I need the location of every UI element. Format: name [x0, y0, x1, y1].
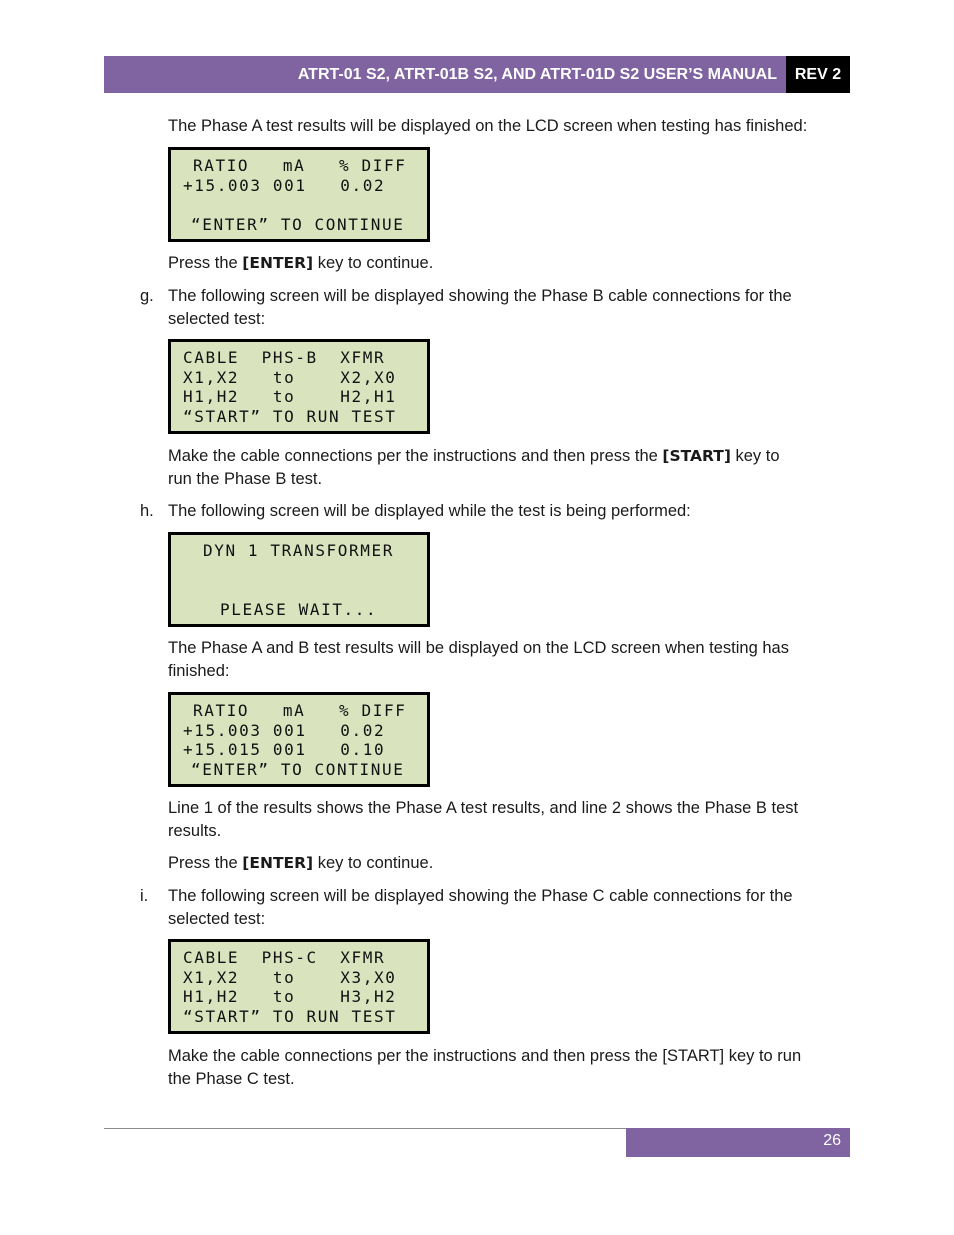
step-h-text: The following screen will be displayed while the test is being performed: — [168, 502, 691, 520]
step-h-marker: h. — [140, 502, 154, 520]
phase-a-results-intro: The Phase A test results will be displayed on the LCD screen when testing has finished: — [168, 117, 808, 135]
phase-c-connection-instruction-line-2: the Phase C test. — [168, 1070, 295, 1088]
lcd-line-4: “ENTER” TO CONTINUE — [191, 214, 405, 234]
lcd-screen-phase-c-cables — [168, 939, 430, 1034]
step-i-marker: i. — [140, 887, 149, 905]
step-g-marker: g. — [140, 287, 154, 305]
manual-title: ATRT-01 S2, ATRT-01B S2, AND ATRT-01D S2 USER’S MANUAL — [297, 66, 777, 83]
phase-ab-results-intro-line-2: finished: — [168, 662, 230, 680]
phase-ab-results-intro-line-1: The Phase A and B test results will be displayed on the LCD screen when testing has — [168, 639, 789, 657]
footer-divider — [104, 1128, 626, 1129]
header-title-bar — [104, 56, 786, 93]
lcd-screen-phase-b-cables — [168, 339, 430, 434]
lcd-screen-please-wait — [168, 532, 430, 627]
press-enter-suffix: key to continue. — [313, 854, 434, 872]
start-instruction-prefix: Make the cable connections per the instructions and then press the — [168, 447, 663, 465]
revision-label: REV 2 — [794, 66, 842, 83]
start-key-label: [START] — [662, 447, 731, 465]
step-i-text-line-2: selected test: — [168, 910, 266, 928]
press-enter-suffix: key to continue. — [313, 254, 434, 272]
lcd-line-1: CABLE PHS-C XFMR — [183, 948, 386, 967]
enter-key-label: [ENTER] — [242, 854, 314, 872]
step-i-text-line-1: The following screen will be displayed showing the Phase C cable connections for the — [168, 887, 793, 905]
lcd-line-1: RATIO mA % DIFF — [193, 156, 407, 175]
lcd-line-4: “ENTER” TO CONTINUE — [191, 759, 405, 779]
lcd-line-4: “START” TO RUN TEST — [183, 406, 397, 426]
lcd-line-1: DYN 1 TRANSFORMER — [203, 541, 394, 560]
lcd-line-3: +15.015 001 0.10 — [183, 740, 386, 759]
lcd-screen-phase-a-results — [168, 147, 430, 242]
press-enter-prefix: Press the — [168, 854, 243, 872]
enter-key-label: [ENTER] — [242, 254, 314, 272]
phase-b-connection-instruction-line-1 — [168, 445, 780, 468]
lcd-line-1: CABLE PHS-B XFMR — [183, 348, 386, 367]
start-instruction-suffix: key to — [730, 447, 780, 465]
results-explanation-line-1: Line 1 of the results shows the Phase A test results, and line 2 shows the Phase B test — [168, 799, 799, 817]
lcd-line-3: H1,H2 to H3,H2 — [183, 987, 397, 1006]
phase-c-connection-instruction-line-1: Make the cable connections per the instructions and then press the [START] key to run — [168, 1047, 802, 1065]
lcd-line-1: RATIO mA % DIFF — [193, 701, 407, 720]
step-g-text-line-2: selected test: — [168, 310, 266, 328]
lcd-line-4: “START” TO RUN TEST — [183, 1006, 397, 1026]
lcd-screen-phase-ab-results — [168, 692, 430, 787]
press-enter-instruction — [168, 252, 433, 275]
footer-page-bar — [626, 1128, 850, 1157]
lcd-line-3: H1,H2 to H2,H1 — [183, 387, 397, 406]
revision-badge — [786, 56, 850, 93]
lcd-line-4: PLEASE WAIT... — [220, 599, 378, 619]
page-number: 26 — [823, 1132, 841, 1149]
press-enter-instruction-2 — [168, 852, 433, 875]
lcd-line-2: X1,X2 to X3,X0 — [183, 967, 397, 987]
lcd-line-2: +15.003 001 0.02 — [183, 720, 386, 740]
lcd-line-2: X1,X2 to X2,X0 — [183, 367, 397, 387]
press-enter-prefix: Press the — [168, 254, 243, 272]
step-g-text-line-1: The following screen will be displayed showing the Phase B cable connections for the — [168, 287, 792, 305]
results-explanation-line-2: results. — [168, 822, 222, 840]
phase-b-connection-instruction-line-2: run the Phase B test. — [168, 470, 323, 488]
lcd-line-2: +15.003 001 0.02 — [183, 175, 386, 195]
